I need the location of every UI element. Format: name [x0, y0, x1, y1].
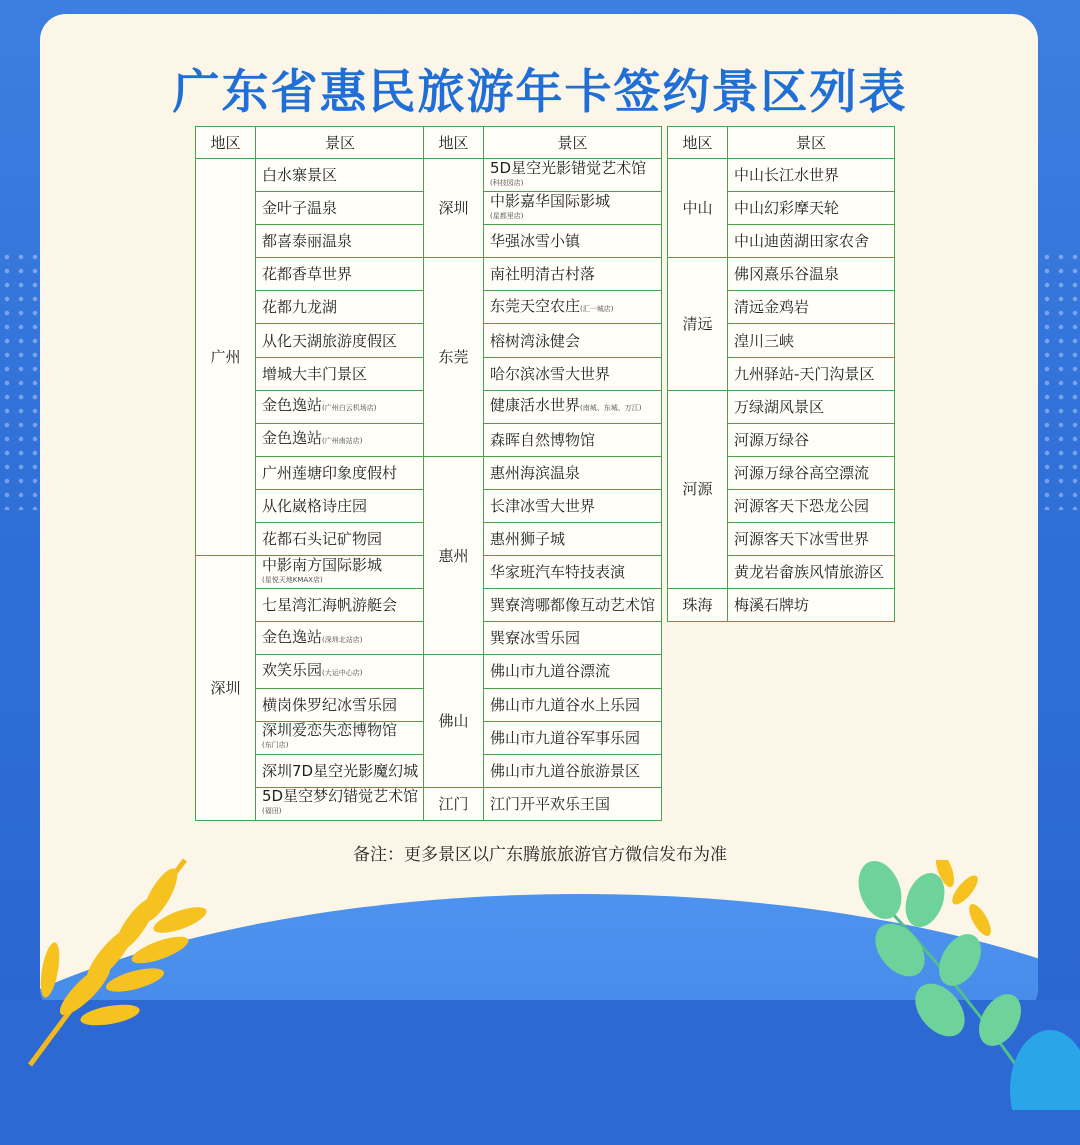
- spot-cell: [256, 357, 425, 390]
- spot-name: 七星湾汇海帆游艇会: [262, 596, 398, 615]
- spot-name: 榕树湾泳健会: [490, 331, 581, 350]
- spot-cell: [484, 456, 662, 489]
- spot-name: 佛山市九道谷漂流: [490, 662, 611, 681]
- spot-cell: [256, 291, 425, 324]
- spot-name: 花都石头记矿物园: [262, 530, 383, 549]
- spot-table-1: [195, 126, 425, 821]
- spot-name: 深圳爱恋失恋博物馆: [262, 721, 398, 740]
- spot-name: 河源万绿谷高空漂流: [734, 463, 870, 482]
- spot-name: 横岗侏罗纪冰雪乐园: [262, 695, 398, 714]
- spot-cell: [484, 291, 662, 324]
- spot-cell: [484, 556, 662, 589]
- spot-name: 金色逸站: [262, 627, 323, 646]
- spot-cell: [484, 754, 662, 787]
- spot-cell: [484, 523, 662, 556]
- spot-cell: [728, 159, 895, 192]
- spot-branch-note: (深圳北站店): [322, 635, 363, 644]
- spot-cell: [256, 324, 425, 357]
- spot-table-3: [667, 126, 895, 622]
- table-row: [424, 655, 662, 688]
- spot-name: 金色逸站: [262, 396, 323, 415]
- green-leaf-branch-icon: [840, 860, 1080, 1110]
- region-cell: 东莞: [424, 258, 484, 457]
- spot-cell: [484, 324, 662, 357]
- table-row: [424, 159, 662, 192]
- spot-cell: [728, 589, 895, 622]
- spot-name: 花都香草世界: [262, 265, 353, 284]
- region-cell: 广州: [196, 159, 256, 556]
- spot-name: 华家班汽车特技表演: [490, 563, 626, 582]
- spot-branch-note: (星都里店): [490, 211, 524, 220]
- spot-cell: [256, 523, 425, 556]
- table-row: [668, 159, 895, 192]
- spot-cell: [256, 655, 425, 688]
- spot-name: 中山迪茵湖田家农舍: [734, 232, 870, 251]
- spot-name: 哈尔滨冰雪大世界: [490, 364, 611, 383]
- spot-branch-note: (星悦天地KMAX店): [262, 575, 323, 584]
- spot-cell: [484, 622, 662, 655]
- region-cell: 深圳: [196, 556, 256, 821]
- spot-name: 清远金鸡岩: [734, 298, 810, 317]
- spot-cell: [484, 258, 662, 291]
- spot-branch-note: (广州南站店): [322, 437, 363, 446]
- spot-cell: [256, 754, 425, 787]
- spot-cell: [484, 589, 662, 622]
- spot-cell: [256, 489, 425, 522]
- spot-cell: [728, 324, 895, 357]
- spot-branch-note: (科技园店): [490, 178, 524, 187]
- spot-branch-note: (大运中心店): [322, 668, 363, 677]
- spot-name: 万绿湖风景区: [734, 397, 825, 416]
- region-cell: 江门: [424, 787, 484, 820]
- spot-cell: [484, 390, 662, 423]
- spot-cell: [484, 721, 662, 754]
- page-title: 广东省惠民旅游年卡签约景区列表: [172, 65, 908, 120]
- table-row: [668, 258, 895, 291]
- spot-header: 景区: [728, 127, 895, 159]
- spot-name: 惠州狮子城: [490, 530, 566, 549]
- table-row: [668, 390, 895, 423]
- spot-cell: [256, 159, 425, 192]
- spot-cell: [256, 622, 425, 655]
- spot-cell: [484, 489, 662, 522]
- spot-cell: [728, 258, 895, 291]
- spot-cell: [484, 655, 662, 688]
- spot-name: 湟川三峡: [734, 331, 795, 350]
- spot-name: 长津冰雪大世界: [490, 496, 596, 515]
- spot-name: 东莞天空农庄: [490, 296, 581, 315]
- spot-name: 江门开平欢乐王国: [490, 794, 611, 813]
- spot-cell: [256, 456, 425, 489]
- spot-name: 森晖自然博物馆: [490, 430, 596, 449]
- spot-cell: [728, 291, 895, 324]
- spot-cell: [256, 225, 425, 258]
- spot-name: 巽寮冰雪乐园: [490, 629, 581, 648]
- spot-cell: [256, 192, 425, 225]
- spot-name: 健康活水世界: [490, 396, 581, 415]
- table-row: [196, 556, 425, 589]
- spot-cell: [484, 688, 662, 721]
- table-row: [424, 258, 662, 291]
- spot-name: 中影南方国际影城: [262, 555, 383, 574]
- spot-name: 都喜泰丽温泉: [262, 232, 353, 251]
- spot-name: 华强冰雪小镇: [490, 232, 581, 251]
- spot-cell: [484, 423, 662, 456]
- spot-cell: [256, 258, 425, 291]
- region-cell: 深圳: [424, 159, 484, 258]
- spot-name: 增城大丰门景区: [262, 364, 368, 383]
- spot-cell: [728, 489, 895, 522]
- spot-name: 河源客天下恐龙公园: [734, 496, 870, 515]
- spot-cell: [728, 192, 895, 225]
- spot-cell: [256, 787, 425, 820]
- spot-name: 黄龙岩畲族风情旅游区: [734, 563, 885, 582]
- spot-cell: [484, 787, 662, 820]
- region-header: 地区: [668, 127, 728, 159]
- spot-cell: [484, 159, 662, 192]
- spot-name: 惠州海滨温泉: [490, 463, 581, 482]
- spot-branch-note: (汇一城店): [580, 304, 614, 313]
- spot-name: 5D星空梦幻错觉艺术馆: [262, 787, 419, 806]
- spot-name: 九州驿站-天门沟景区: [734, 364, 875, 383]
- spot-table-2: [423, 126, 662, 821]
- spot-name: 从化天湖旅游度假区: [262, 331, 398, 350]
- spot-cell: [728, 523, 895, 556]
- spot-header: 景区: [484, 127, 662, 159]
- spot-name: 佛冈熹乐谷温泉: [734, 265, 840, 284]
- region-cell: 惠州: [424, 456, 484, 655]
- spot-name: 梅溪石牌坊: [734, 596, 810, 615]
- spot-cell: [728, 357, 895, 390]
- spot-branch-note: (东门店): [262, 741, 289, 750]
- spot-cell: [728, 423, 895, 456]
- spot-cell: [256, 423, 425, 456]
- spot-cell: [256, 589, 425, 622]
- spot-name: 花都九龙湖: [262, 298, 338, 317]
- region-cell: 中山: [668, 159, 728, 258]
- spot-cell: [728, 556, 895, 589]
- spot-cell: [256, 688, 425, 721]
- spot-cell: [256, 721, 425, 754]
- spot-name: 河源万绿谷: [734, 430, 810, 449]
- table-row: [668, 589, 895, 622]
- spot-header: 景区: [256, 127, 425, 159]
- spot-name: 白水寨景区: [262, 166, 338, 185]
- table-row: [424, 456, 662, 489]
- spot-name: 佛山市九道谷军事乐园: [490, 728, 641, 747]
- spot-name: 5D星空光影错觉艺术馆: [490, 158, 647, 177]
- spot-branch-note: (广州白云机场店): [322, 404, 377, 413]
- spot-name: 金色逸站: [262, 429, 323, 448]
- spot-name: 中山长江水世界: [734, 166, 840, 185]
- spot-name: 巽寮湾哪都像互动艺术馆: [490, 596, 656, 615]
- spot-cell: [728, 390, 895, 423]
- spot-cell: [484, 192, 662, 225]
- spot-name: 佛山市九道谷水上乐园: [490, 695, 641, 714]
- spot-name: 从化崴格诗庄园: [262, 496, 368, 515]
- spot-cell: [484, 357, 662, 390]
- remark-text: 备注：更多景区以广东腾旅旅游官方微信发布为准: [353, 845, 727, 865]
- region-cell: 清远: [668, 258, 728, 390]
- spot-cell: [728, 456, 895, 489]
- spot-cell: [728, 225, 895, 258]
- spot-cell: [484, 225, 662, 258]
- spot-name: 金叶子温泉: [262, 199, 338, 218]
- spot-name: 中影嘉华国际影城: [490, 191, 611, 210]
- spot-name: 广州莲塘印象度假村: [262, 463, 398, 482]
- region-header: 地区: [424, 127, 484, 159]
- yellow-leaf-branch-icon: [10, 840, 210, 1070]
- spot-branch-note: (福田): [262, 807, 282, 816]
- region-header: 地区: [196, 127, 256, 159]
- spot-name: 南社明清古村落: [490, 265, 596, 284]
- spot-branch-note: (南城、东城、万江): [580, 404, 642, 413]
- spot-cell: [256, 390, 425, 423]
- spot-cell: [256, 556, 425, 589]
- table-row: [424, 787, 662, 820]
- spot-name: 中山幻彩摩天轮: [734, 199, 840, 218]
- spot-name: 深圳7D星空光影魔幻城: [262, 761, 419, 780]
- region-cell: 佛山: [424, 655, 484, 787]
- region-cell: 河源: [668, 390, 728, 589]
- table-row: [196, 159, 425, 192]
- region-cell: 珠海: [668, 589, 728, 622]
- spot-name: 欢笑乐园: [262, 660, 323, 679]
- spot-name: 河源客天下冰雪世界: [734, 530, 870, 549]
- spot-name: 佛山市九道谷旅游景区: [490, 761, 641, 780]
